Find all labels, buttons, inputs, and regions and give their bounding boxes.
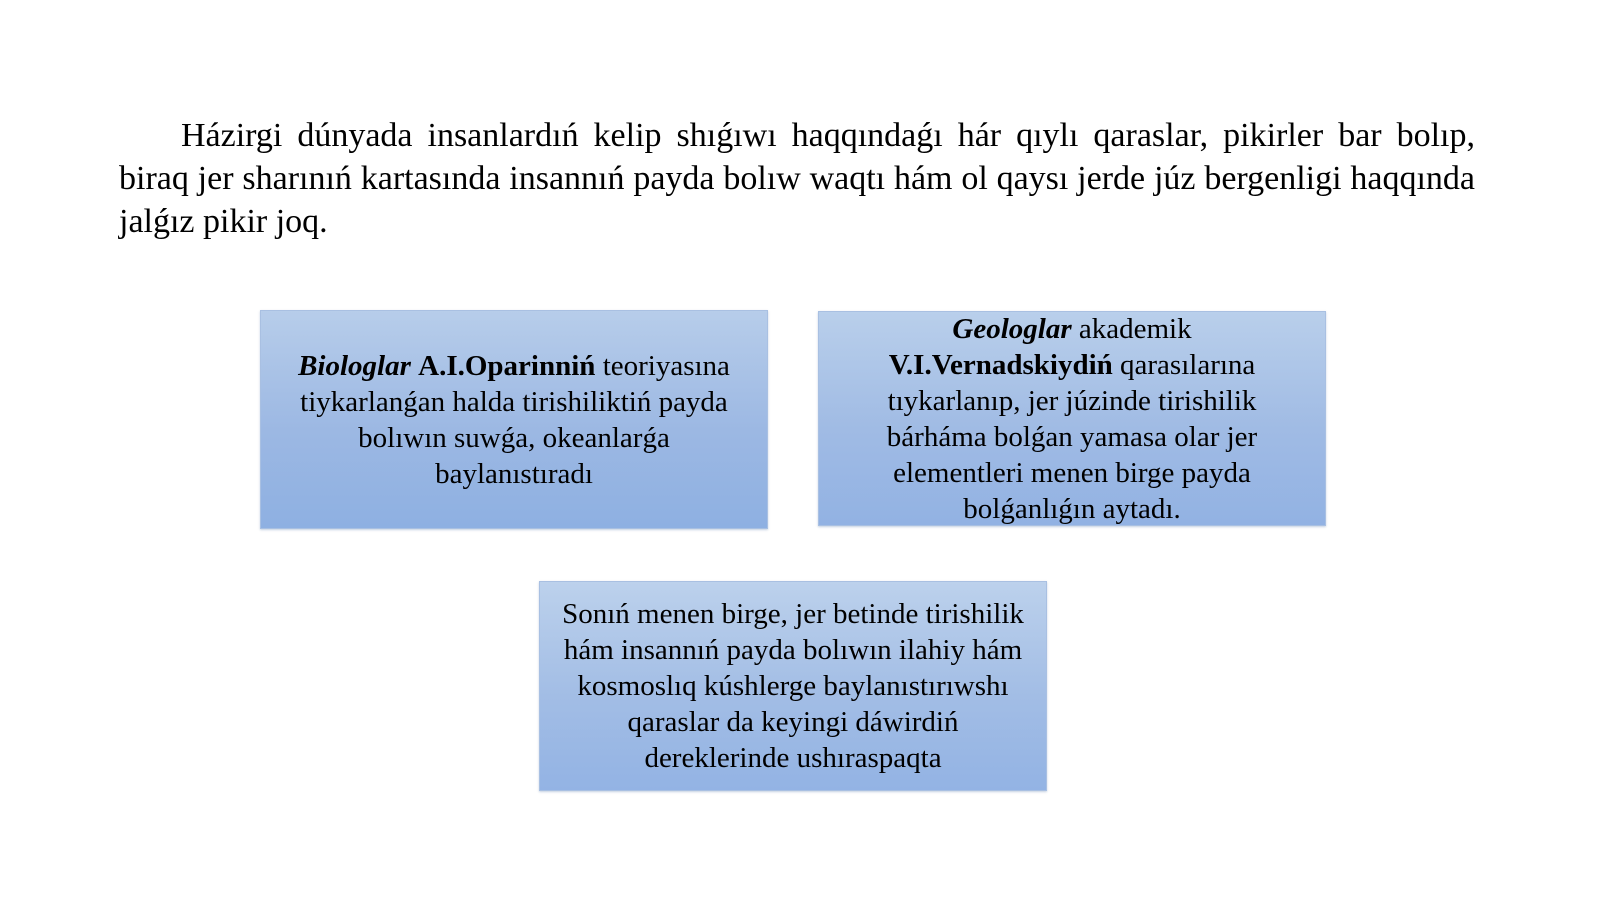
- biology-card-text: [283, 348, 745, 492]
- divine-card-body: Sonıń menen birge, jer betinde tirishilik hám insannıń payda bolıwın ilahiy hám kosmoslıq kúshlerge baylanıstırıwshı qaraslar da keyingi dáwirdiń dereklerinde ushıraspaqta: [562, 598, 1024, 774]
- divine-cosmic-theory-card: [539, 581, 1047, 791]
- geology-card-lead-name: V.I.Vernadskiydiń: [888, 348, 1113, 381]
- biology-card-lead-name: A.I.Oparinniń: [418, 349, 596, 382]
- geology-card-body: qarasılarına tıykarlanıp, jer júzinde tirishilik bárháma bolǵan yamasa olar jer elementleri menen birge payda bolǵanlıǵın aytadı.: [886, 348, 1258, 525]
- intro-paragraph: Házirgi dúnyada insanlardıń kelip shıǵıwı haqqındaǵı hár qıylı qaraslar, pikirler bar bolıp, biraq jer sharınıń kartasında insannıń payda bolıw waqtı hám ol qaysı jerde júz bergenligi haqqında jalǵız pikir joq.: [119, 117, 1475, 240]
- geology-card-lead-italic: Geologlar: [952, 312, 1072, 345]
- geology-card-text: [841, 311, 1303, 527]
- geology-card-lead-plain: akademik: [1078, 312, 1192, 345]
- biology-theory-card: [260, 310, 768, 529]
- geology-theory-card: [818, 311, 1326, 526]
- biology-card-body: teoriyasına tiykarlanǵan halda tirishiliktiń payda bolıwın suwǵa, okeanlarǵa baylanıstıradı: [300, 349, 730, 490]
- biology-card-lead-italic: Biologlar: [298, 349, 411, 382]
